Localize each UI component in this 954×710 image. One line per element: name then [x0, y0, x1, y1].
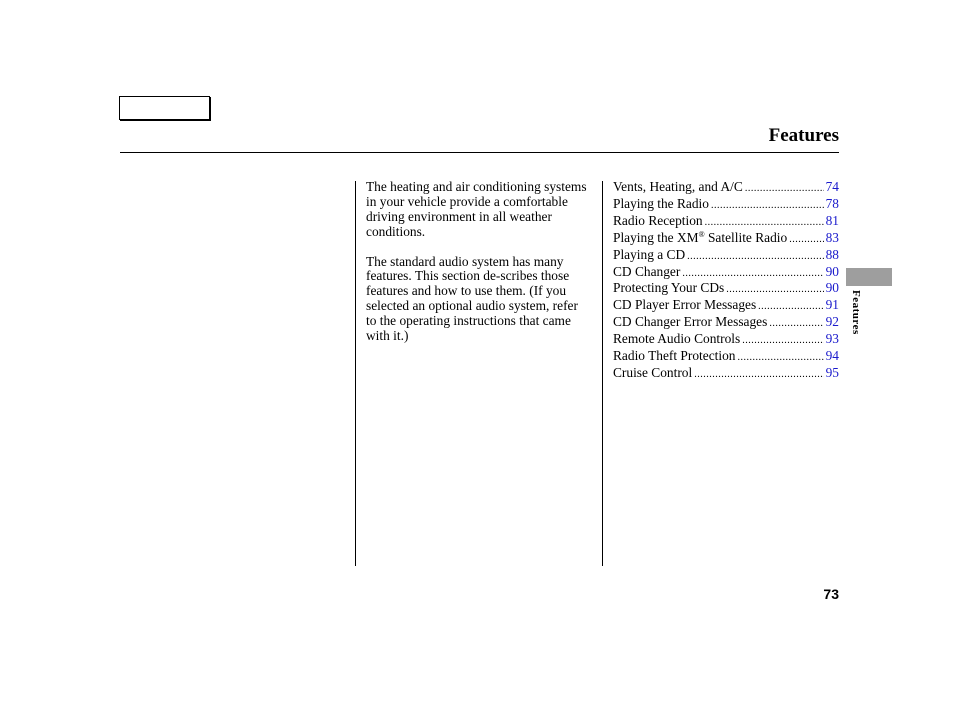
toc-entry-label: Playing the Radio — [613, 195, 709, 211]
intro-paragraph: The heating and air conditioning systems in your vehicle provide a comfortable driving environment in all weather conditions. — [366, 179, 587, 239]
toc-page-link[interactable]: 90 — [825, 280, 839, 296]
toc-entry[interactable] — [613, 298, 839, 315]
toc-entry[interactable] — [613, 315, 839, 332]
section-tab-label: Features — [850, 290, 862, 335]
contents-list — [613, 180, 839, 383]
intro-text — [366, 180, 588, 359]
dot-leader — [758, 300, 823, 315]
toc-entry-label: Protecting Your CDs — [613, 280, 725, 296]
toc-entry-label — [613, 231, 787, 246]
toc-entry[interactable] — [613, 180, 839, 197]
toc-page-link[interactable]: 91 — [825, 297, 839, 313]
toc-page-link[interactable]: 92 — [825, 314, 839, 330]
toc-page-link[interactable]: 94 — [825, 348, 839, 364]
column-divider-right — [602, 181, 603, 566]
toc-entry-label: CD Changer Error Messages — [613, 314, 768, 330]
dot-leader — [682, 267, 823, 282]
registered-mark: ® — [698, 229, 705, 239]
toc-page-link[interactable]: 78 — [825, 195, 839, 211]
toc-page-link[interactable]: 90 — [825, 263, 839, 279]
column-divider-left — [355, 181, 356, 566]
toc-entry-label: CD Changer — [613, 263, 681, 279]
dot-leader — [711, 199, 824, 214]
dot-leader — [726, 283, 823, 298]
dot-leader — [687, 250, 823, 265]
toc-entry-label: Cruise Control — [613, 364, 693, 380]
dot-leader — [737, 351, 823, 366]
toc-entry[interactable] — [613, 281, 839, 298]
toc-entry[interactable] — [613, 265, 839, 282]
toc-page-link[interactable]: 93 — [825, 331, 839, 347]
toc-page-link[interactable]: 74 — [825, 179, 839, 194]
toc-page-link[interactable]: 83 — [825, 229, 839, 245]
dot-leader — [789, 233, 823, 248]
toc-entry-label: Remote Audio Controls — [613, 331, 741, 347]
page-title: Features — [768, 125, 839, 146]
dot-leader — [745, 182, 824, 197]
main-menu-button[interactable] — [119, 96, 210, 120]
toc-entry[interactable] — [613, 332, 839, 349]
dot-leader — [705, 216, 824, 231]
toc-page-link[interactable]: 95 — [825, 364, 839, 380]
toc-entry-label: Playing a CD — [613, 246, 686, 262]
toc-page-link[interactable]: 88 — [825, 246, 839, 262]
toc-entry-label: Radio Reception — [613, 212, 703, 228]
toc-page-link[interactable]: 81 — [825, 212, 839, 228]
intro-paragraph: The standard audio system has many features. This section de-scribes those features and how to use them. (If you selected an optional audio system, refer to the operating instructions that came with it.) — [366, 253, 578, 344]
toc-entry-label: CD Player Error Messages — [613, 297, 757, 313]
toc-entry-label-main: Playing the XM — [613, 229, 699, 245]
title-divider — [120, 152, 839, 153]
dot-leader — [769, 317, 823, 332]
dot-leader — [694, 368, 823, 383]
toc-entry[interactable] — [613, 214, 839, 231]
dot-leader — [742, 334, 823, 349]
page-number: 73 — [823, 586, 839, 602]
toc-entry-label: Radio Theft Protection — [613, 348, 736, 364]
toc-entry[interactable] — [613, 231, 839, 248]
toc-entry[interactable] — [613, 366, 839, 383]
toc-entry-label-suffix: Satellite Radio — [704, 229, 788, 245]
section-tab[interactable] — [846, 268, 892, 286]
toc-entry-label: Vents, Heating, and A/C — [613, 179, 743, 194]
toc-entry[interactable] — [613, 248, 839, 265]
toc-entry[interactable] — [613, 349, 839, 366]
toc-entry[interactable] — [613, 197, 839, 214]
